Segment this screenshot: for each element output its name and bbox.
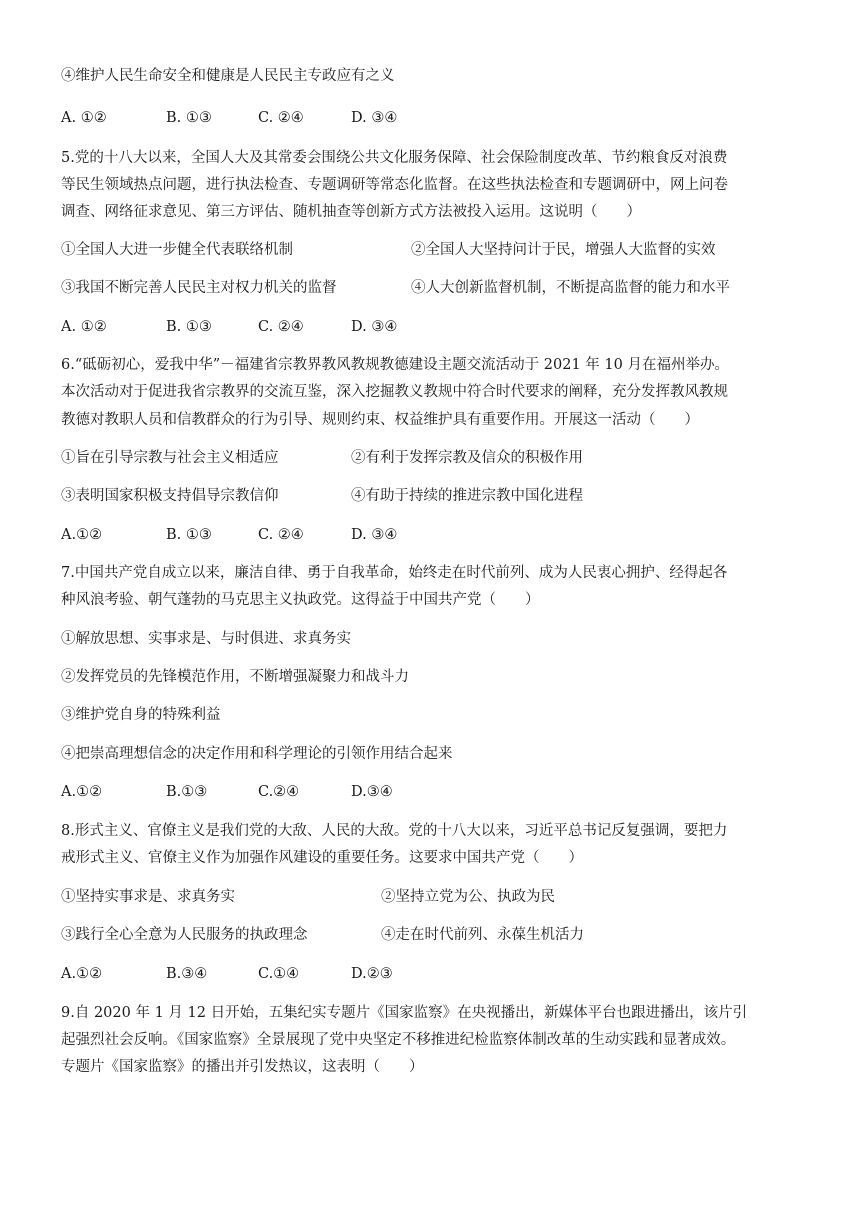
q5-stem-line-2: 等民生领域热点问题，进行执法检查、专题调研等常态化监督。在这些执法检查和专题调研中，网上问卷 <box>61 177 728 193</box>
q6-choice-c: C. ②④ <box>258 527 304 543</box>
q6-item-1: ①旨在引导宗教与社会主义相适应 <box>61 450 279 466</box>
q8-stem-line-2: 戒形式主义、官僚主义作为加强作风建设的重要任务。这要求中国共产党（ ） <box>61 850 583 866</box>
q4-choice-a: A. ①② <box>61 110 107 126</box>
q8-choice-a: A.①② <box>61 966 103 982</box>
q4-choice-b: B. ①③ <box>166 110 212 126</box>
q4-item-4: ④维护人民生命安全和健康是人民民主专政应有之义 <box>61 68 395 84</box>
q6-stem-line-1: 6.“砥砺初心，爱我中华”－福建省宗教界教风教规教德建设主题交流活动于 2021 年 10 月在福州举办。 <box>61 357 729 373</box>
q8-item-4: ④走在时代前列、永葆生机活力 <box>381 927 584 943</box>
q6-stem-line-2: 本次活动对于促进我省宗教界的交流互鉴，深入挖掘教义教规中符合时代要求的阐释，充分发挥教风教规 <box>61 384 728 400</box>
q8-stem-line-1: 8.形式主义、官僚主义是我们党的大敌、人民的大敌。党的十八大以来，习近平总书记反复强调，要把力 <box>61 823 728 839</box>
q7-choice-b: B.①③ <box>166 784 208 800</box>
q5-choice-d: D. ③④ <box>351 319 398 335</box>
q9-stem-line-2: 起强烈社会反响。《国家监察》全景展现了党中央坚定不移推进纪检监察体制改革的生动实践和显著成效。 <box>61 1032 736 1048</box>
q6-item-2: ②有利于发挥宗教及信众的积极作用 <box>351 450 583 466</box>
q7-choice-d: D.③④ <box>351 784 393 800</box>
q7-item-4: ④把崇高理想信念的决定作用和科学理论的引领作用结合起来 <box>61 746 453 762</box>
q8-item-1: ①坚持实事求是、求真务实 <box>61 889 235 905</box>
q8-item-2: ②坚持立党为公、执政为民 <box>381 889 555 905</box>
q9-stem-line-3: 专题片《国家监察》的播出并引发热议，这表明（ ） <box>61 1059 424 1075</box>
q6-item-3: ③表明国家积极支持倡导宗教信仰 <box>61 488 279 504</box>
q9-stem-line-1: 9.自 2020 年 1 月 12 日开始，五集纪实专题片《国家监察》在央视播出，新媒体平台也跟进播出，该片引 <box>61 1005 748 1021</box>
q8-choice-c: C.①④ <box>258 966 300 982</box>
q6-choice-a: A.①② <box>61 527 103 543</box>
q5-choice-b: B. ①③ <box>166 319 212 335</box>
q7-choice-c: C.②④ <box>258 784 300 800</box>
q5-item-1: ①全国人大进一步健全代表联络机制 <box>61 242 293 258</box>
q5-item-3: ③我国不断完善人民民主对权力机关的监督 <box>61 280 337 296</box>
q5-choice-a: A. ①② <box>61 319 107 335</box>
q6-choice-d: D. ③④ <box>351 527 398 543</box>
q5-item-2: ②全国人大坚持问计于民，增强人大监督的实效 <box>411 242 716 258</box>
q7-item-3: ③维护党自身的特殊利益 <box>61 707 221 723</box>
q8-item-3: ③践行全心全意为人民服务的执政理念 <box>61 927 308 943</box>
q8-choice-d: D.②③ <box>351 966 393 982</box>
q6-stem-line-3: 教德对教职人员和信教群众的行为引导、规则约束、权益维护具有重要作用。开展这一活动（ ） <box>61 412 699 428</box>
q4-choice-c: C. ②④ <box>258 110 304 126</box>
q5-choice-c: C. ②④ <box>258 319 304 335</box>
q7-item-2: ②发挥党员的先锋模范作用，不断增强凝聚力和战斗力 <box>61 669 409 685</box>
q5-stem-line-3: 调查、网络征求意见、第三方评估、随机抽查等创新方式方法被投入运用。这说明（ ） <box>61 204 641 220</box>
q6-item-4: ④有助于持续的推进宗教中国化进程 <box>351 488 583 504</box>
q7-item-1: ①解放思想、实事求是、与时俱进、求真务实 <box>61 631 351 647</box>
q8-choice-b: B.③④ <box>166 966 208 982</box>
q7-choice-a: A.①② <box>61 784 103 800</box>
q7-stem-line-2: 种风浪考验、朝气蓬勃的马克思主义执政党。这得益于中国共产党（ ） <box>61 592 540 608</box>
q6-choice-b: B. ①③ <box>166 527 212 543</box>
q5-item-4: ④人大创新监督机制，不断提高监督的能力和水平 <box>411 280 730 296</box>
q7-stem-line-1: 7.中国共产党自成立以来，廉洁自律、勇于自我革命，始终走在时代前列、成为人民衷心拥护、经得起各 <box>61 565 728 581</box>
q4-choice-d: D. ③④ <box>351 110 398 126</box>
q5-stem-line-1: 5.党的十八大以来，全国人大及其常委会围绕公共文化服务保障、社会保险制度改革、节约粮食反对浪费 <box>61 150 728 166</box>
